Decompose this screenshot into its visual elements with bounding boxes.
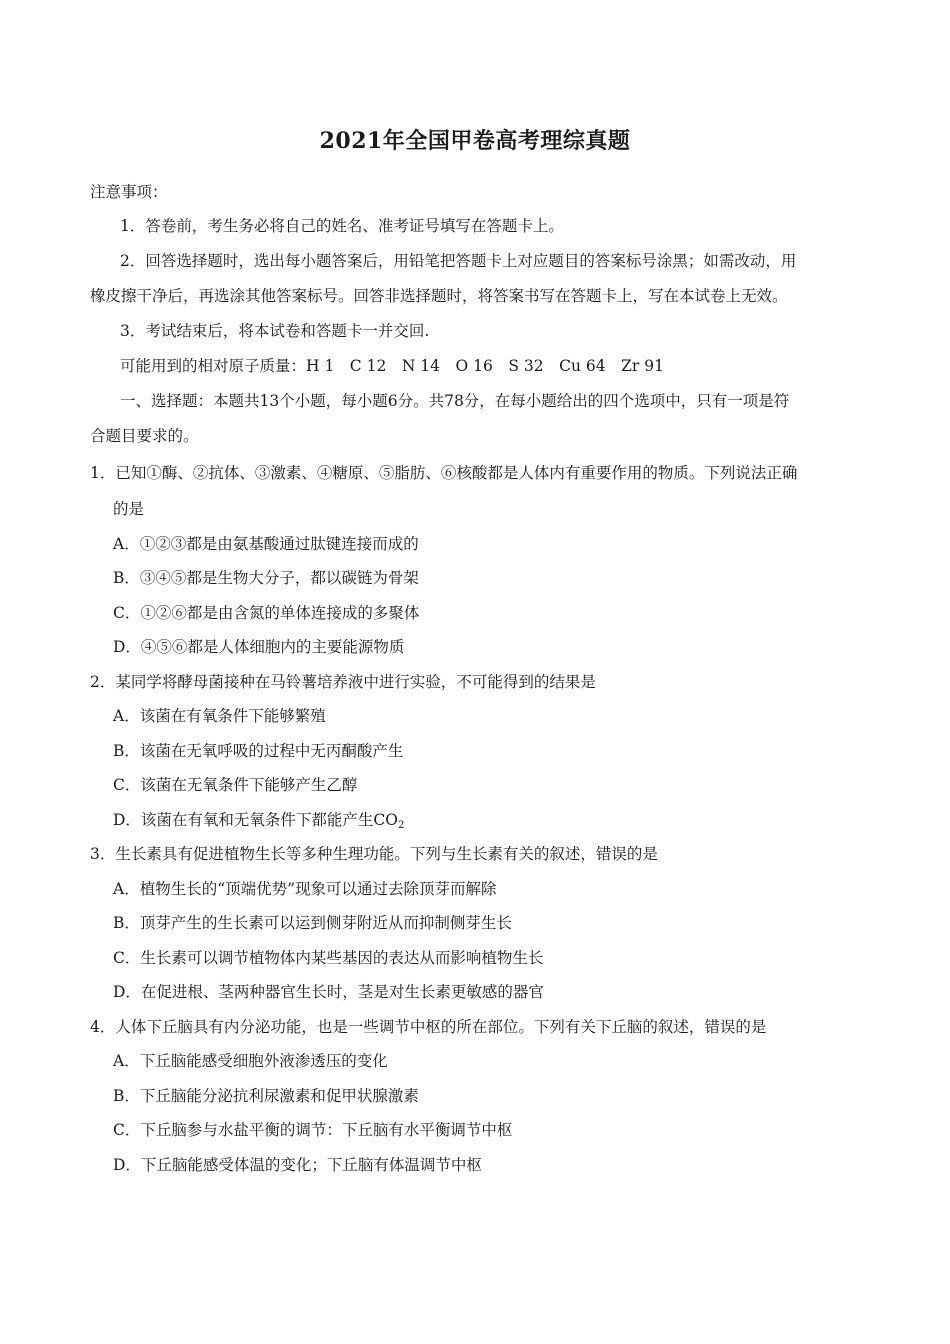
- section-heading: 一、选择题：本题共13个小题，每小题6分。共78分，在每小题给出的四个选项中，只有一项是符: [120, 392, 790, 410]
- question-1-stem: 1．已知①酶、②抗体、③激素、④糖原、⑤脂肪、⑥核酸都是人体内有重要作用的物质。下列说法正确: [90, 464, 798, 482]
- question-1-stem-cont: 的是: [113, 500, 145, 518]
- co2-subscript: 2: [398, 820, 405, 831]
- question-3-option-b: B．顶芽产生的生长素可以运到侧芽附近从而抑制侧芽生长: [113, 914, 512, 932]
- notice-item-3: 3．考试结束后，将本试卷和答题卡一并交回.: [120, 322, 430, 340]
- notice-heading: 注意事项：: [90, 183, 168, 201]
- atomic-masses: 可能用到的相对原子质量：H 1 C 12 N 14 O 16 S 32 Cu 64 Zr 91: [120, 357, 664, 375]
- page-title: 2021年全国甲卷高考理综真题: [319, 128, 631, 154]
- question-1-option-a: A．①②③都是由氨基酸通过肽键连接而成的: [113, 535, 419, 553]
- question-2-stem: 2．某同学将酵母菌接种在马铃薯培养液中进行实验，不可能得到的结果是: [90, 673, 596, 691]
- question-4-option-b: B．下丘脑能分泌抗利尿激素和促甲状腺激素: [113, 1087, 419, 1105]
- question-3-option-a: A．植物生长的“顶端优势”现象可以通过去除顶芽而解除: [113, 880, 497, 898]
- notice-item-2: 2．回答选择题时，选出每小题答案后，用铅笔把答题卡上对应题目的答案标号涂黑；如需改动，用: [120, 252, 797, 270]
- question-1-option-c: C．①②⑥都是由含氮的单体连接成的多聚体: [113, 604, 420, 622]
- question-2-option-c: C．该菌在无氧条件下能够产生乙醇: [113, 776, 358, 794]
- notice-item-1: 1．答卷前，考生务必将自己的姓名、准考证号填写在答题卡上。: [120, 217, 564, 235]
- question-3-stem: 3．生长素具有促进植物生长等多种生理功能。下列与生长素有关的叙述，错误的是: [90, 845, 658, 863]
- question-4-option-c: C．下丘脑参与水盐平衡的调节：下丘脑有水平衡调节中枢: [113, 1121, 513, 1139]
- question-1-option-d: D．④⑤⑥都是人体细胞内的主要能源物质: [113, 638, 405, 656]
- question-2-option-b: B．该菌在无氧呼吸的过程中无丙酮酸产生: [113, 742, 404, 760]
- question-4-stem: 4．人体下丘脑具有内分泌功能，也是一些调节中枢的所在部位。下列有关下丘脑的叙述，错误的是: [90, 1018, 767, 1036]
- question-2-option-d-text: D．该菌在有氧和无氧条件下都能产生CO: [113, 811, 398, 829]
- question-4-option-a: A．下丘脑能感受细胞外液渗透压的变化: [113, 1052, 388, 1070]
- notice-item-2-cont: 橡皮擦干净后，再选涂其他答案标号。回答非选择题时，将答案书写在答题卡上，写在本试卷上无效。: [90, 287, 788, 305]
- section-heading-cont: 合题目要求的。: [90, 427, 199, 445]
- question-3-option-d: D．在促进根、茎两种器官生长时，茎是对生长素更敏感的器官: [113, 983, 544, 1001]
- question-1-option-b: B．③④⑤都是生物大分子，都以碳链为骨架: [113, 569, 419, 587]
- question-3-option-c: C．生长素可以调节植物体内某些基因的表达从而影响植物生长: [113, 949, 544, 967]
- question-4-option-d: D．下丘脑能感受体温的变化；下丘脑有体温调节中枢: [113, 1156, 482, 1174]
- question-2-option-a: A．该菌在有氧条件下能够繁殖: [113, 707, 326, 725]
- question-2-option-d: [113, 810, 404, 836]
